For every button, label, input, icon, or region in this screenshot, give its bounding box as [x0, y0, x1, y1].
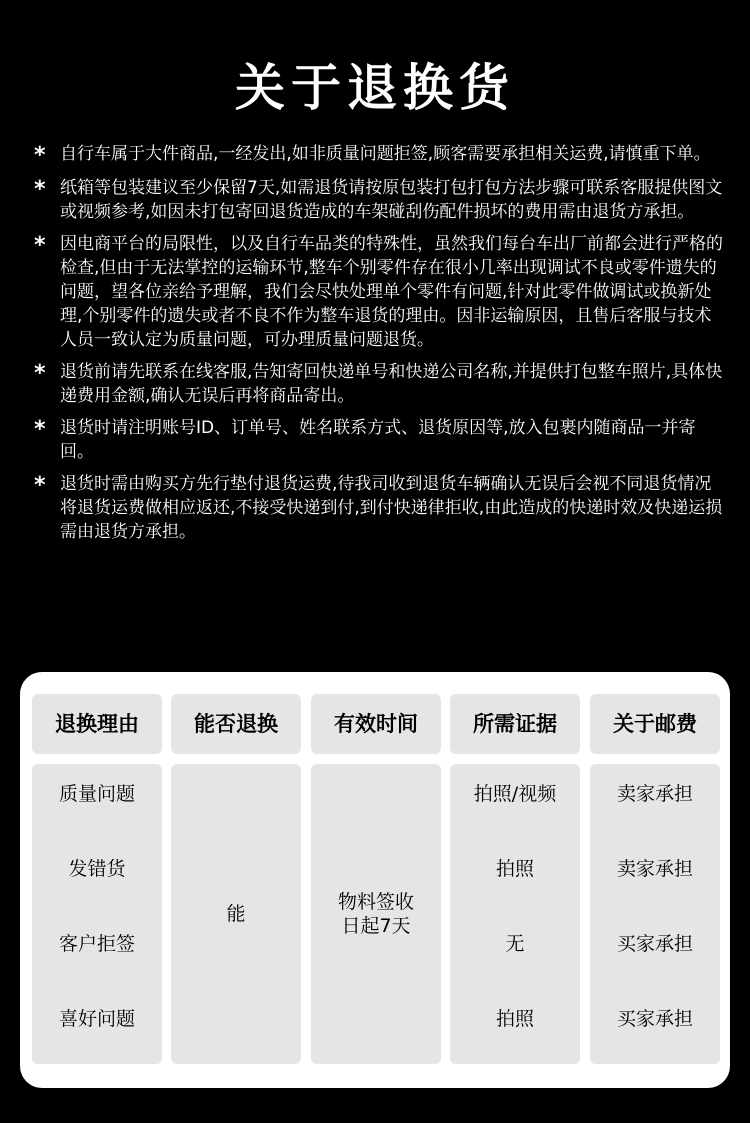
reason-cell: 客户拒签 — [58, 933, 135, 955]
valid-time-line: 日起7天 — [341, 915, 411, 937]
note-text: 自行车属于大件商品,一经发出,如非质量问题拒签,顾客需要承担相关运费,请慎重下单。 — [60, 144, 711, 164]
return-policy-table — [20, 672, 730, 1088]
evidence-cell: 拍照/视频 — [473, 783, 557, 805]
header-evidence: 所需证据 — [450, 694, 580, 754]
valid-time-cell — [311, 890, 441, 938]
column-shipping — [590, 764, 720, 1064]
header-returnable: 能否退换 — [171, 694, 301, 754]
reason-cell: 发错货 — [68, 858, 126, 880]
list-item — [34, 472, 724, 544]
column-returnable — [171, 764, 301, 1064]
note-text: 纸箱等包装建议至少保留7天,如需退货请按原包装打包打包方法步骤可联系客服提供图文或视频参考,如因未打包寄回退货造成的车架碰刮伤配件损坏的费用需由退货方承担。 — [60, 178, 723, 222]
list-item — [34, 176, 724, 224]
evidence-cell: 无 — [505, 933, 525, 955]
reason-cell: 喜好问题 — [58, 1008, 135, 1030]
shipping-cell: 买家承担 — [616, 1008, 693, 1030]
valid-time-line: 物料签收 — [337, 891, 414, 913]
note-text: 因电商平台的局限性，以及自行车品类的特殊性，虽然我们每台车出厂前都会进行严格的检查,但由于无法掌控的运输环节,整车个别零件存在很小几率出现调试不良或零件遗失的问题，望各位亲给予理解，我们会尽快处理单个零件有问题,针对此零件做调试或换新处理,个别零件的遗失或者不良不作为整车退货的理由。因非运输原因，且售后客服与技术人员一致认定为质量问题，可办理质量问题退货。 — [60, 234, 723, 350]
header-shipping: 关于邮费 — [590, 694, 720, 754]
return-notes-list — [34, 142, 724, 552]
column-reasons — [32, 764, 162, 1064]
list-item — [34, 416, 724, 464]
header-reason: 退换理由 — [32, 694, 162, 754]
list-item — [34, 360, 724, 408]
bullet-star-icon: * — [34, 473, 46, 498]
reason-cell: 质量问题 — [58, 783, 135, 805]
bullet-star-icon: * — [34, 361, 46, 386]
returnable-cell: 能 — [226, 903, 246, 925]
page-title: 关于退换货 — [235, 59, 515, 117]
evidence-cell: 拍照 — [495, 858, 534, 880]
note-text: 退货前请先联系在线客服,告知寄回快递单号和快递公司名称,并提供打包整车照片,具体快递费用金额,确认无误后再将商品寄出。 — [60, 362, 723, 406]
bullet-star-icon: * — [34, 417, 46, 442]
note-text: 退货时请注明账号ID、订单号、姓名联系方式、退货原因等,放入包裹内随商品一并寄回。 — [60, 418, 696, 462]
list-item — [34, 232, 724, 352]
list-item — [34, 142, 724, 168]
column-evidence — [450, 764, 580, 1064]
column-valid-time — [311, 764, 441, 1064]
evidence-cell: 拍照 — [495, 1008, 534, 1030]
bullet-star-icon: * — [34, 177, 46, 202]
shipping-cell: 买家承担 — [616, 933, 693, 955]
bullet-star-icon: * — [34, 143, 46, 168]
header-valid-time: 有效时间 — [311, 694, 441, 754]
shipping-cell: 卖家承担 — [616, 783, 693, 805]
note-text: 退货时需由购买方先行垫付退货运费,待我司收到退货车辆确认无误后会视不同退货情况将退货运费做相应返还,不接受快递到付,到付快递律拒收,由此造成的快递时效及快递运损需由退货方承担。 — [60, 474, 723, 542]
shipping-cell: 卖家承担 — [616, 858, 693, 880]
bullet-star-icon: * — [34, 233, 46, 258]
